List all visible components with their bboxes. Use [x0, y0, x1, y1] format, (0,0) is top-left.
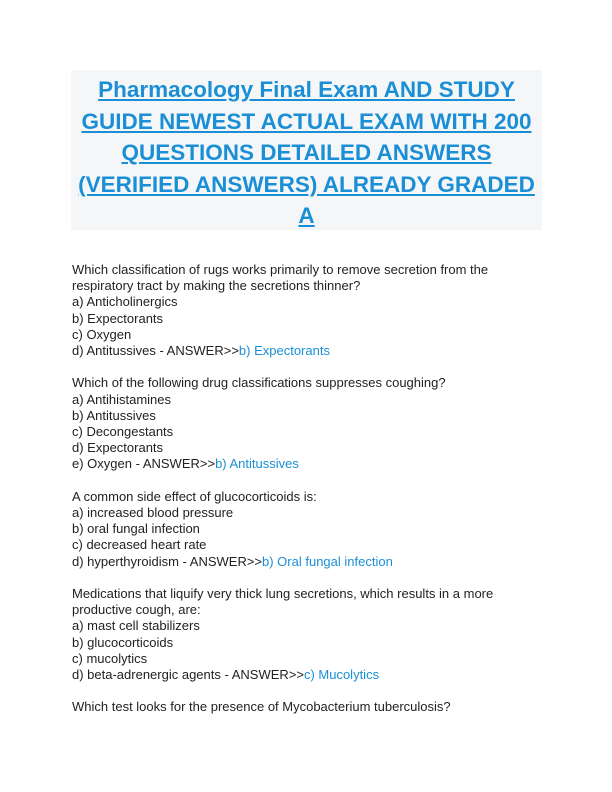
question-5	[72, 699, 542, 715]
answer-prefix: - ANSWER>>	[155, 343, 239, 359]
answer: c) Mucolytics	[303, 667, 380, 683]
answer-prefix: - ANSWER>>	[131, 456, 216, 472]
option: c) Oxygen	[72, 326, 132, 342]
answer: b) Oral fungal infection	[262, 553, 393, 569]
question-text: Which test looks for the presence of Mycobacterium tuberculosis?	[72, 699, 451, 715]
option: d) beta-adrenergic agents	[72, 667, 221, 683]
option-with-answer	[72, 343, 542, 359]
option: e) Oxygen	[72, 456, 132, 472]
answer: b) Expectorants	[238, 343, 330, 359]
option: b) oral fungal infection	[72, 521, 200, 537]
option: d) Expectorants	[72, 440, 164, 456]
option: c) decreased heart rate	[72, 537, 207, 553]
option: b) glucocorticoids	[72, 634, 174, 650]
option: d) Antitussives	[72, 343, 156, 359]
option: b) Expectorants	[72, 310, 164, 326]
question-text: Which classification of rugs works primarily to remove secretion from the respiratory tract by making the secretions thinner?	[72, 262, 489, 294]
question-3	[72, 489, 542, 570]
option-with-answer	[72, 667, 542, 683]
option: a) mast cell stabilizers	[72, 618, 200, 634]
option-with-answer	[72, 456, 542, 472]
question-text: Which of the following drug classifications suppresses coughing?	[72, 375, 446, 391]
question-text: Medications that liquify very thick lung secretions, which results in a more productive cough, are:	[72, 586, 494, 618]
question-4	[72, 586, 542, 683]
question-text: A common side effect of glucocorticoids is:	[72, 488, 317, 504]
option: a) Antihistamines	[72, 391, 171, 407]
document-title[interactable]: Pharmacology Final Exam AND STUDY GUIDE NEWEST ACTUAL EXAM WITH 200 QUESTIONS DETAILED ANSWERS (VERIFIED ANSWERS) ALREADY GRADED A	[78, 77, 535, 228]
option: d) hyperthyroidism	[72, 553, 179, 569]
answer-prefix: - ANSWER>>	[220, 667, 304, 683]
option: c) mucolytics	[72, 650, 148, 666]
option: a) increased blood pressure	[72, 505, 234, 521]
option: c) Decongestants	[72, 424, 174, 440]
question-list	[72, 262, 542, 732]
option: b) Antitussives	[72, 407, 156, 423]
question-2	[72, 375, 542, 472]
option: a) Anticholinergics	[72, 294, 178, 310]
question-1	[72, 262, 542, 359]
answer: b) Antitussives	[215, 456, 299, 472]
answer-prefix: - ANSWER>>	[178, 553, 263, 569]
option-with-answer	[72, 554, 542, 570]
